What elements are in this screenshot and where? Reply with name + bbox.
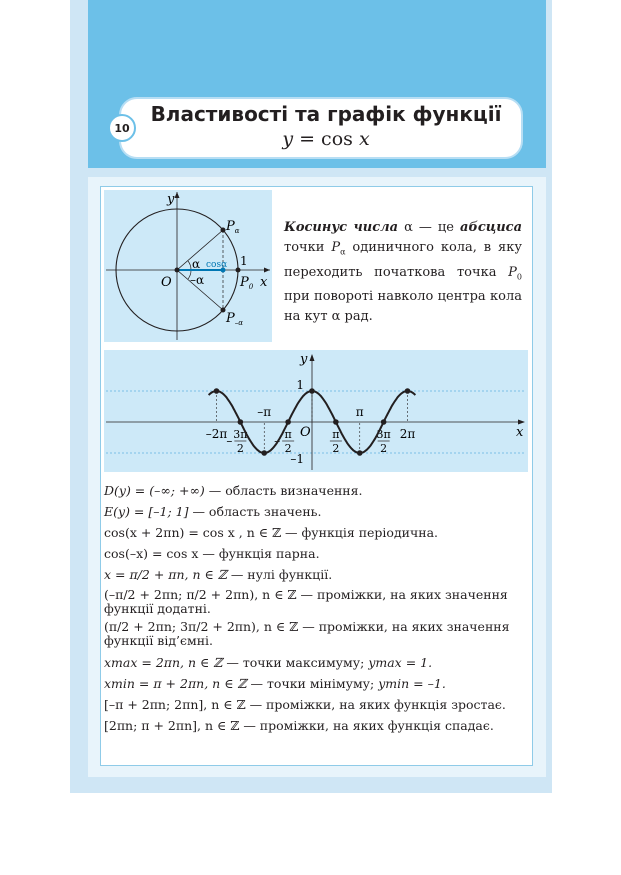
page-title: Властивості та графік функції — [150, 102, 502, 126]
p-alpha-label: $P_\alpha$ — [226, 219, 240, 235]
x-tick-label-b0: –2π — [205, 427, 228, 441]
property-positive: (–π/2 + 2πn; π/2 + 2πn), n ∈ ℤ — проміжки, на яких значення функції додатні. — [104, 587, 508, 616]
y-axis-arrow — [175, 192, 180, 198]
x-tick-label-a0: –π — [257, 405, 272, 419]
graph-origin-label: O — [300, 425, 311, 440]
property-domain: D(y) = (–∞; +∞) — область визначення. — [104, 483, 363, 498]
x-tick-label-b5: 2π — [399, 427, 416, 441]
property-min: xmin = π + 2πn, n ∈ ℤ — точки мінімуму; ymin = –1. — [104, 676, 446, 691]
property-even: cos(–x) = cos x — функція парна. — [104, 546, 320, 561]
page-subtitle-formula: y = cos x — [282, 128, 370, 150]
section-number-badge: 10 — [108, 114, 136, 142]
x-tick-num-b3: π — [332, 428, 340, 441]
x-tick-num-b4: 3π — [376, 428, 391, 441]
x-tick-num-b1: 3π — [233, 428, 248, 441]
x-tick-den-b4: 2 — [380, 442, 388, 455]
x-tick-den-b1: 2 — [236, 442, 244, 455]
x-tick-label-a1: π — [355, 405, 364, 419]
cosine-definition: Косинус числа α — це абсциса точки $P_\alpha$ одиничного кола, в яку переходить початкова точка $P_0$ при повороті навколо центра кола на кут α рад. — [284, 220, 522, 325]
p-alpha-point — [221, 228, 226, 233]
y-tick-label-1: –1 — [290, 452, 304, 466]
p0-label: $P_0$ — [240, 275, 254, 291]
alpha-label: α — [192, 257, 201, 271]
angle-arc — [188, 261, 191, 270]
property-max: xmax = 2πn, n ∈ ℤ — точки максимуму; ymax = 1. — [104, 655, 433, 670]
property-negative: (π/2 + 2πn; 3π/2 + 2πn), n ∈ ℤ — проміжки, на яких значення функції від’ємні. — [104, 619, 510, 648]
property-increasing: [–π + 2πn; 2πn], n ∈ ℤ — проміжки, на яких функція зростає. — [104, 697, 506, 712]
graph-x-arrow — [518, 420, 525, 425]
circle-origin-label: O — [161, 275, 172, 290]
x-tick-num-b2: π — [284, 428, 292, 441]
unit-circle-svg — [104, 190, 272, 342]
p-neg-alpha-label: $P_{-\alpha}$ — [226, 311, 243, 327]
graph-y-label: y — [300, 352, 308, 367]
unit-circle-figure — [104, 190, 272, 342]
circle-y-label: y — [167, 192, 175, 207]
x-tick-sign-b2: – — [274, 434, 281, 448]
property-zeros: x = π/2 + πn, n ∈ ℤ — нулі функції. — [104, 567, 333, 582]
x-tick-den-b2: 2 — [284, 442, 292, 455]
origin-point — [175, 268, 180, 273]
circle-one-label: 1 — [240, 254, 248, 268]
x-tick-den-b3: 2 — [332, 442, 340, 455]
property-periodic: cos(x + 2πn) = cos x , n ∈ ℤ — функція періодична. — [104, 525, 439, 540]
cos-label: cosα — [206, 260, 228, 270]
cosine-graph-svg — [104, 350, 528, 472]
p-neg-alpha-point — [221, 308, 226, 313]
properties-list — [104, 480, 534, 736]
graph-x-label: x — [516, 425, 524, 440]
neg-alpha-label: –α — [190, 273, 205, 287]
circle-x-label: x — [260, 275, 268, 290]
x-axis-arrow — [264, 268, 270, 273]
property-range: E(y) = [–1; 1] — область значень. — [104, 504, 322, 519]
property-decreasing: [2πn; π + 2πn], n ∈ ℤ — проміжки, на яких функція спадає. — [104, 718, 494, 733]
y-tick-label-0: 1 — [296, 378, 304, 392]
cosine-graph-figure — [104, 350, 528, 472]
p0-point — [236, 268, 241, 273]
graph-y-arrow — [310, 354, 315, 361]
x-tick-sign-b1: – — [226, 434, 233, 448]
